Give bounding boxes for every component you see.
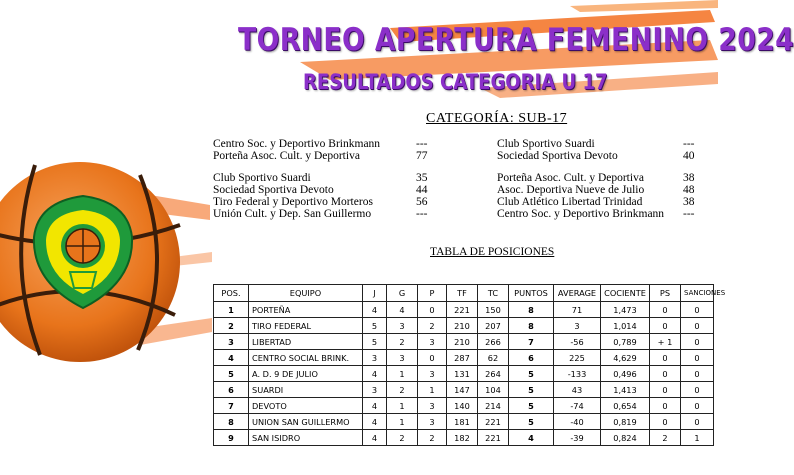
cell-sanciones: 0 (681, 350, 714, 366)
cell-average: -74 (554, 398, 601, 414)
cell-ps: 0 (650, 382, 681, 398)
col-average: AVERAGE (554, 285, 601, 302)
cell-average: -39 (554, 430, 601, 446)
cell-sanciones: 0 (681, 366, 714, 382)
cell-j: 3 (363, 350, 387, 366)
fixture-score: 48 (683, 184, 695, 196)
cell-tc: 150 (478, 302, 509, 318)
fixture-team: Porteña Asoc. Cult. y Deportiva (497, 172, 644, 184)
cell-g: 1 (387, 398, 418, 414)
cell-average: 225 (554, 350, 601, 366)
fixture-score: 35 (416, 172, 428, 184)
cell-puntos: 8 (509, 318, 554, 334)
cell-p: 3 (418, 398, 447, 414)
table-row (214, 382, 714, 398)
cell-puntos: 5 (509, 382, 554, 398)
cell-average: -40 (554, 414, 601, 430)
table-row (214, 302, 714, 318)
fixture-score: --- (416, 208, 428, 220)
cell-ps: 0 (650, 350, 681, 366)
cell-ps: 0 (650, 414, 681, 430)
cell-ps: + 1 (650, 334, 681, 350)
cell-p: 2 (418, 430, 447, 446)
cell-pos: 9 (214, 430, 249, 446)
cell-cociente: 0,789 (601, 334, 650, 350)
cell-g: 1 (387, 414, 418, 430)
cell-tc: 62 (478, 350, 509, 366)
cell-tf: 221 (447, 302, 478, 318)
cell-tc: 221 (478, 430, 509, 446)
fixture-score: 38 (683, 196, 695, 208)
cell-tc: 104 (478, 382, 509, 398)
cell-p: 3 (418, 414, 447, 430)
cell-cociente: 1,473 (601, 302, 650, 318)
cell-puntos: 8 (509, 302, 554, 318)
cell-tf: 210 (447, 318, 478, 334)
col-p: P (418, 285, 447, 302)
cell-equipo: CENTRO SOCIAL BRINK. (249, 350, 363, 366)
col-ps: PS (650, 285, 681, 302)
cell-j: 5 (363, 334, 387, 350)
cell-p: 2 (418, 318, 447, 334)
cell-cociente: 0,824 (601, 430, 650, 446)
cell-g: 2 (387, 382, 418, 398)
table-row (214, 398, 714, 414)
cell-sanciones: 0 (681, 334, 714, 350)
table-row (214, 414, 714, 430)
cell-equipo: DEVOTO (249, 398, 363, 414)
cell-p: 3 (418, 334, 447, 350)
cell-j: 3 (363, 382, 387, 398)
cell-g: 2 (387, 334, 418, 350)
table-row (214, 350, 714, 366)
table-row (214, 366, 714, 382)
cell-sanciones: 1 (681, 430, 714, 446)
col-equipo: EQUIPO (249, 285, 363, 302)
cell-pos: 2 (214, 318, 249, 334)
cell-cociente: 1,014 (601, 318, 650, 334)
cell-j: 4 (363, 414, 387, 430)
fixture-score: --- (683, 208, 695, 220)
cell-equipo: SUARDI (249, 382, 363, 398)
cell-average: -56 (554, 334, 601, 350)
cell-pos: 8 (214, 414, 249, 430)
cell-pos: 5 (214, 366, 249, 382)
col-cociente: COCIENTE (601, 285, 650, 302)
cell-puntos: 7 (509, 334, 554, 350)
cell-pos: 4 (214, 350, 249, 366)
col-g: G (387, 285, 418, 302)
col-j: J (363, 285, 387, 302)
fixture-team: Centro Soc. y Deportivo Brinkmann (213, 138, 381, 150)
cell-sanciones: 0 (681, 382, 714, 398)
cell-average: 71 (554, 302, 601, 318)
cell-j: 4 (363, 302, 387, 318)
table-row (214, 430, 714, 446)
cell-tc: 207 (478, 318, 509, 334)
cell-tc: 266 (478, 334, 509, 350)
fixture-team: Sociedad Sportiva Devoto (213, 184, 334, 196)
standings-header-row (214, 285, 714, 302)
cell-equipo: TIRO FEDERAL (249, 318, 363, 334)
cell-average: 3 (554, 318, 601, 334)
fixture-score: 56 (416, 196, 428, 208)
cell-pos: 6 (214, 382, 249, 398)
cell-cociente: 1,413 (601, 382, 650, 398)
cell-ps: 0 (650, 318, 681, 334)
page-subtitle: RESULTADOS CATEGORIA U 17 (303, 70, 608, 94)
cell-tc: 221 (478, 414, 509, 430)
fixture-team: Porteña Asoc. Cult. y Deportiva (213, 150, 360, 162)
cell-p: 0 (418, 350, 447, 366)
cell-puntos: 6 (509, 350, 554, 366)
cell-cociente: 0,819 (601, 414, 650, 430)
cell-tf: 147 (447, 382, 478, 398)
cell-average: 43 (554, 382, 601, 398)
cell-ps: 0 (650, 366, 681, 382)
cell-tf: 182 (447, 430, 478, 446)
cell-puntos: 5 (509, 414, 554, 430)
cell-puntos: 4 (509, 430, 554, 446)
col-puntos: PUNTOS (509, 285, 554, 302)
category-heading: CATEGORÍA: SUB-17 (426, 111, 568, 126)
cell-j: 4 (363, 366, 387, 382)
fixture-team: Unión Cult. y Dep. San Guillermo (213, 208, 372, 220)
cell-g: 4 (387, 302, 418, 318)
association-logo (28, 192, 138, 312)
cell-tf: 181 (447, 414, 478, 430)
cell-equipo: SAN ISIDRO (249, 430, 363, 446)
standings-title: TABLA DE POSICIONES (430, 246, 555, 258)
cell-cociente: 0,654 (601, 398, 650, 414)
fixture-score: 40 (683, 150, 695, 162)
cell-sanciones: 0 (681, 318, 714, 334)
cell-cociente: 0,496 (601, 366, 650, 382)
cell-tc: 214 (478, 398, 509, 414)
cell-g: 3 (387, 350, 418, 366)
cell-pos: 7 (214, 398, 249, 414)
cell-equipo: LIBERTAD (249, 334, 363, 350)
col-pos: POS. (214, 285, 249, 302)
cell-equipo: A. D. 9 DE JULIO (249, 366, 363, 382)
cell-equipo: UNION SAN GUILLERMO (249, 414, 363, 430)
cell-tc: 264 (478, 366, 509, 382)
cell-pos: 3 (214, 334, 249, 350)
cell-p: 1 (418, 382, 447, 398)
cell-ps: 0 (650, 398, 681, 414)
col-tf: TF (447, 285, 478, 302)
cell-g: 1 (387, 366, 418, 382)
fixture-score: 77 (416, 150, 428, 162)
fixture-team: Centro Soc. y Deportivo Brinkmann (497, 208, 665, 220)
cell-p: 3 (418, 366, 447, 382)
cell-j: 4 (363, 398, 387, 414)
cell-sanciones: 0 (681, 414, 714, 430)
fixture-team: Sociedad Sportiva Devoto (497, 150, 618, 162)
fixture-score: --- (416, 138, 428, 150)
cell-tf: 140 (447, 398, 478, 414)
fixture-team: Club Sportivo Suardi (213, 172, 311, 184)
fixture-score: 38 (683, 172, 695, 184)
fixture-score: --- (683, 138, 695, 150)
cell-g: 2 (387, 430, 418, 446)
standings-table (213, 284, 726, 446)
cell-sanciones: 0 (681, 398, 714, 414)
col-sanciones: SANCIONES (681, 285, 714, 302)
cell-puntos: 5 (509, 366, 554, 382)
cell-j: 5 (363, 318, 387, 334)
cell-pos: 1 (214, 302, 249, 318)
table-row (214, 334, 714, 350)
cell-puntos: 5 (509, 398, 554, 414)
fixture-team: Asoc. Deportiva Nueve de Julio (497, 184, 645, 196)
cell-average: -133 (554, 366, 601, 382)
cell-sanciones: 0 (681, 302, 714, 318)
cell-tf: 287 (447, 350, 478, 366)
cell-tf: 210 (447, 334, 478, 350)
cell-tf: 131 (447, 366, 478, 382)
cell-ps: 2 (650, 430, 681, 446)
fixture-team: Tiro Federal y Deportivo Morteros (213, 196, 373, 208)
cell-g: 3 (387, 318, 418, 334)
cell-p: 0 (418, 302, 447, 318)
fixture-score: 44 (416, 184, 428, 196)
fixture-team: Club Atlético Libertad Trinidad (497, 196, 643, 208)
table-row (214, 318, 714, 334)
cell-ps: 0 (650, 302, 681, 318)
cell-cociente: 4,629 (601, 350, 650, 366)
cell-equipo: PORTEÑA (249, 302, 363, 318)
fixture-team: Club Sportivo Suardi (497, 138, 595, 150)
page-title: TORNEO APERTURA FEMENINO 2024 (238, 22, 794, 58)
cell-j: 4 (363, 430, 387, 446)
col-tc: TC (478, 285, 509, 302)
